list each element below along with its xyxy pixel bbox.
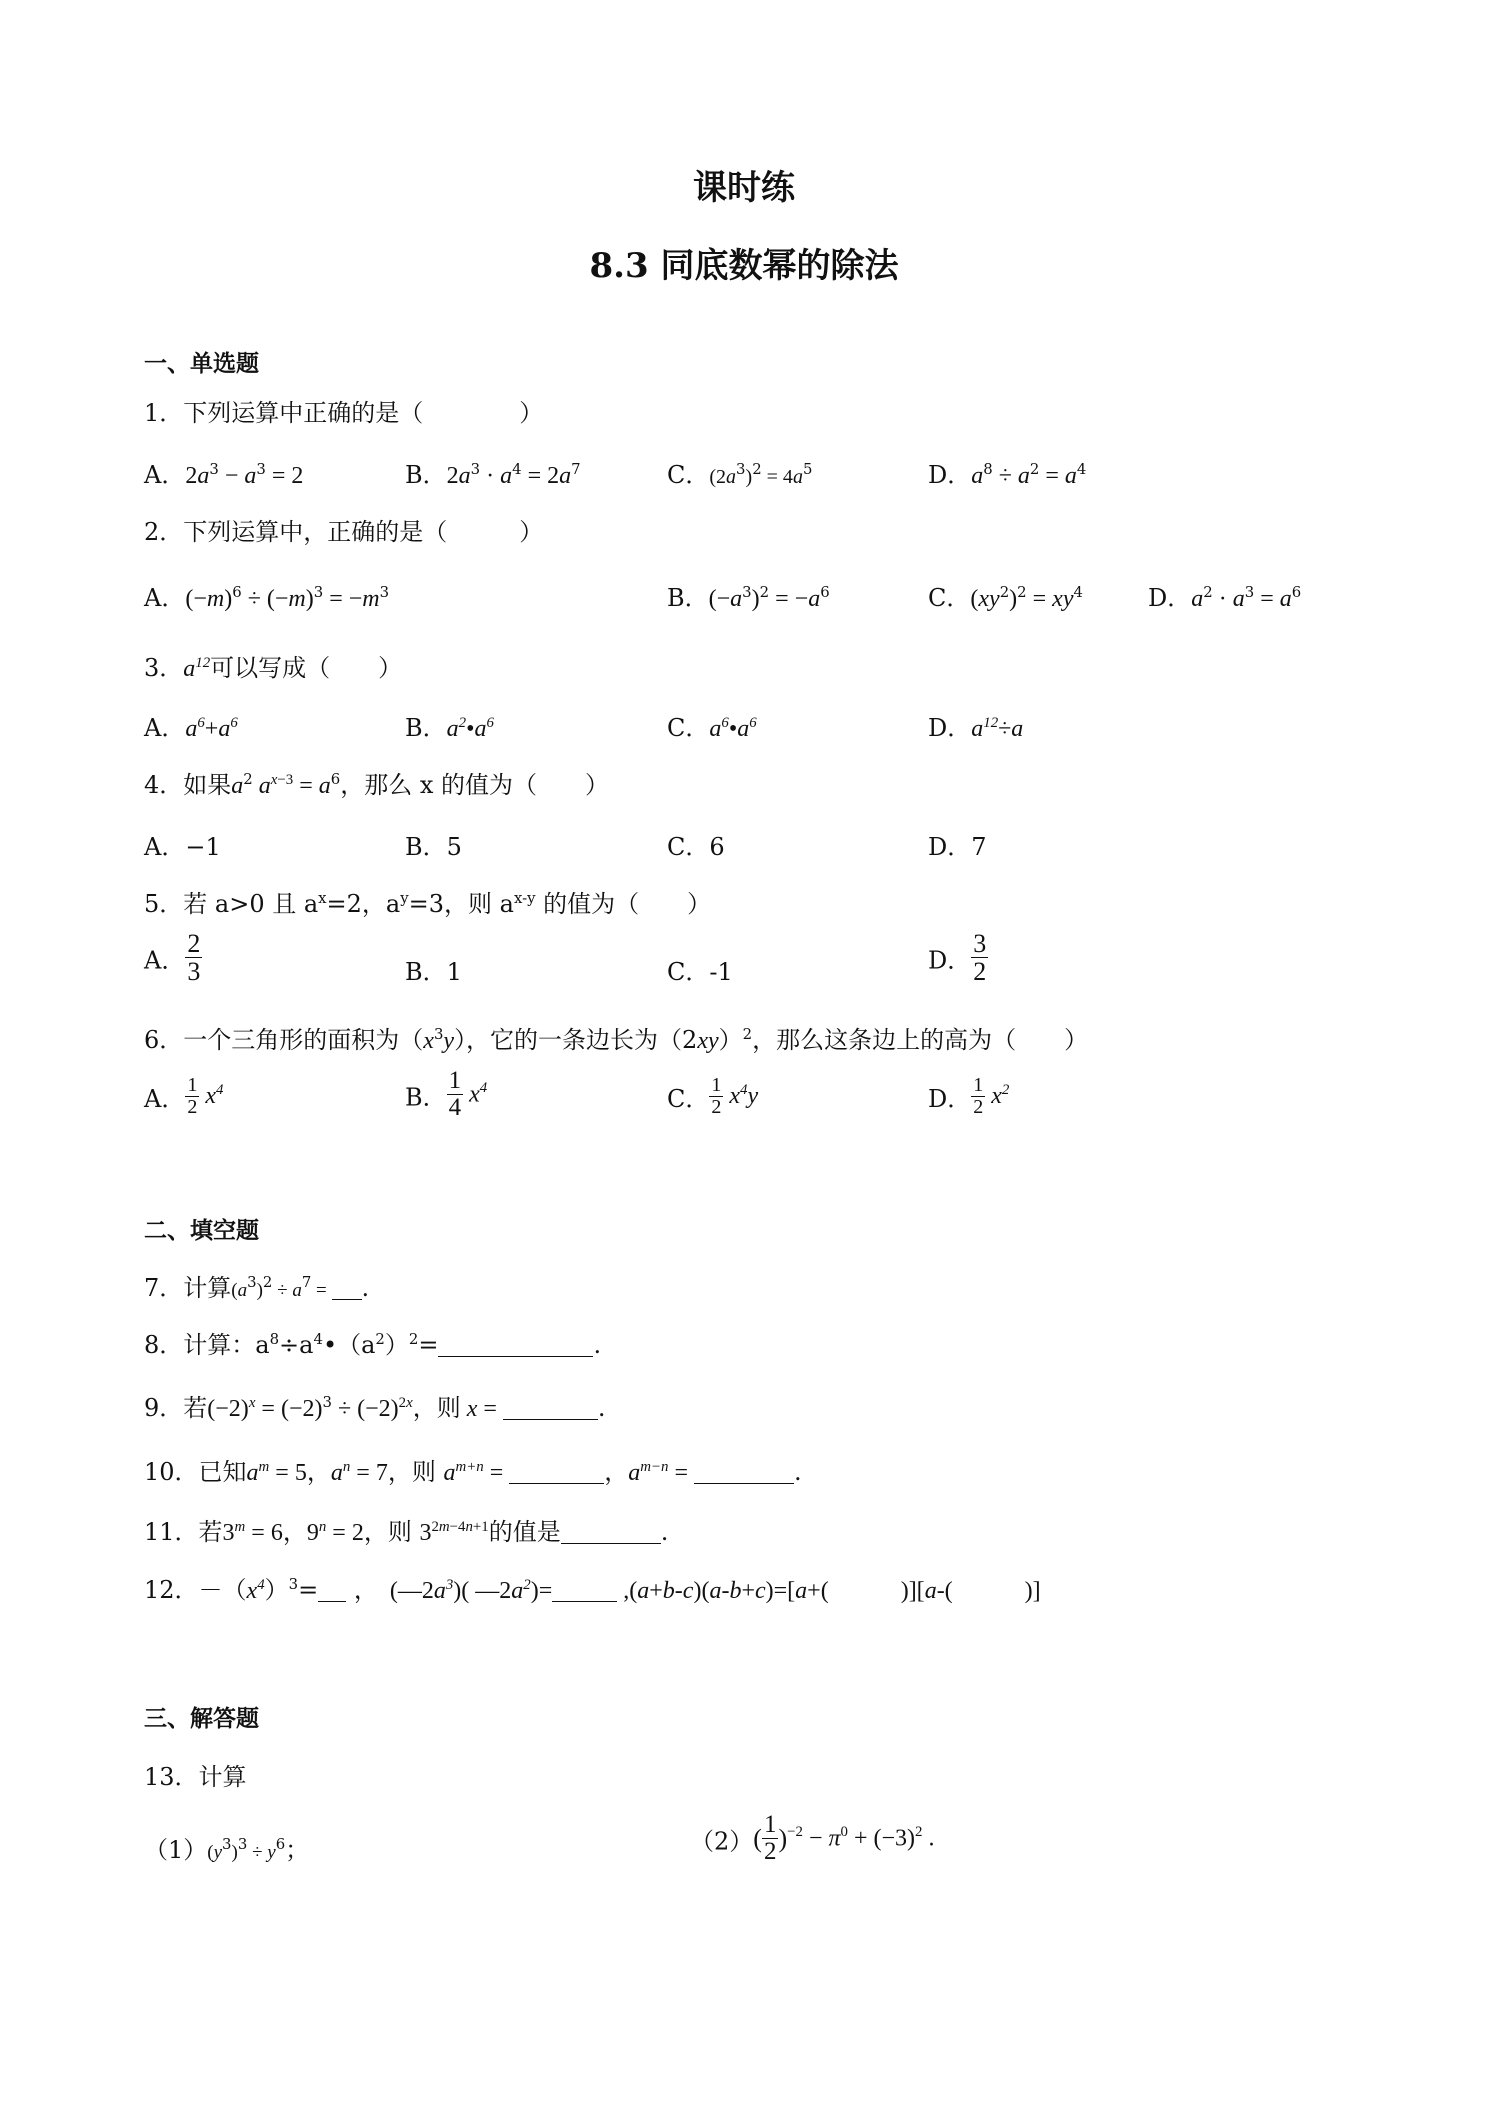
- question-3-stem: 3．$a^{12}$可以写成（ ）: [144, 654, 403, 682]
- question-1-stem: 1．下列运算中正确的是（ ）: [144, 399, 544, 427]
- question-3-option-c: C．$a^6•a^6$: [667, 714, 757, 742]
- section-heading-single-choice: 一、单选题: [144, 350, 259, 377]
- question-5-stem: 5．若 a>0 且 $a^x=2$，$a^y=3$，则 $a^{x-y}$ 的值为（ ）: [144, 888, 712, 918]
- question-13-part-2: （2）( $\frac{1}{2}$ )$^{-2} - \pi^0 + (-3)^2$ .: [690, 1811, 935, 1866]
- question-1-option-d: D．$a^8 \div a^2 = a^4$: [928, 459, 1087, 489]
- question-2-option-d: D．$a^2 \cdot a^3 = a^6$: [1148, 582, 1302, 612]
- question-7: 7．计算$(a^3)^2 \div a^7$ = .: [144, 1272, 370, 1302]
- question-2-option-c: C．$(xy^2)^2 = xy^4$: [928, 582, 1083, 612]
- question-2-stem: 2．下列运算中，正确的是（ ）: [144, 518, 544, 546]
- question-5-option-d: D． $\frac{3}{2}$: [928, 929, 987, 987]
- question-4-stem: 4．如果$a^2$ $a^{x-3} = a^6$，那么 x 的值为（ ）: [144, 769, 609, 799]
- question-2-option-b: B．$(-a^3)^2 = -a^6$: [667, 582, 830, 612]
- question-12: 12．$-(x^4)^3=$ ， $(—2a^3)$( $—2a^2)= ,(a+b-c)(a-b+c)=[a+$( )][a-( )]: [144, 1574, 1041, 1604]
- question-4-option-a: A．−1: [144, 833, 221, 861]
- question-10: 10．已知$a^m = 5$，$a^n = 7$，则 $a^{m+n}$ = ，$a^{m-n}$ = .: [144, 1458, 802, 1486]
- question-1-option-c: C．$(2a^3)^2 = 4a^5$: [667, 459, 813, 489]
- section-heading-answer: 三、解答题: [144, 1705, 259, 1732]
- question-6-option-a: A． $\frac{1}{2}$ $x^4$: [144, 1074, 224, 1118]
- question-3-option-b: B．$a^2•a^6$: [405, 714, 494, 742]
- question-13-stem: 13．计算: [144, 1763, 247, 1791]
- question-6-option-b: B． $\frac{1}{4}$ $x^4$: [405, 1067, 488, 1122]
- question-1-option-a: A．$2a^3 - a^3 = 2$: [144, 459, 304, 489]
- question-4-option-c: C．6: [667, 833, 725, 861]
- question-3-option-d: D．$a^{12}\div a$: [928, 714, 1024, 742]
- question-5-option-c: C．-1: [667, 958, 733, 986]
- question-13-part-1: $(1)(y^3)^3 \div y^6$；: [144, 1834, 310, 1864]
- page-subtitle: 8.3 同底数幂的除法: [589, 246, 899, 286]
- question-6-stem: 6．一个三角形的面积为$(x^3y)$，它的一条边长为$(2xy)^2$，那么这条边上的高为（ ）: [144, 1024, 1089, 1054]
- question-1-option-b: B．$2a^3 \cdot a^4 = 2a^7$: [405, 459, 581, 489]
- question-5-option-a: A． $\frac{2}{3}$: [144, 929, 201, 987]
- question-3-option-a: A．$a^6+a^6$: [144, 714, 238, 742]
- section-heading-fill-in: 二、填空题: [144, 1217, 259, 1244]
- page-title: 课时练: [693, 168, 795, 208]
- question-5-option-b: B．1: [405, 958, 462, 986]
- question-4-option-b: B．5: [405, 833, 462, 861]
- question-9: 9．若$(-2)^x = (-2)^3 \div (-2)^{2x}$，则 x = .: [144, 1392, 606, 1422]
- question-2-option-a: A．$(-m)^6 \div (-m)^3 = -m^3$: [144, 582, 390, 612]
- question-8: 8．计算：$a^8\div a^4•(a^2)^2=$ .: [144, 1329, 602, 1359]
- question-11: 11．若$3^m = 6$，$9^n = 2$，则 $3^{2m-4n+1}$的值是 .: [144, 1518, 669, 1546]
- question-6-option-d: D． $\frac{1}{2}$ $x^2$: [928, 1074, 1010, 1118]
- question-6-option-c: C． $\frac{1}{2}$ $x^4y$: [667, 1074, 759, 1118]
- question-4-option-d: D．7: [928, 833, 987, 861]
